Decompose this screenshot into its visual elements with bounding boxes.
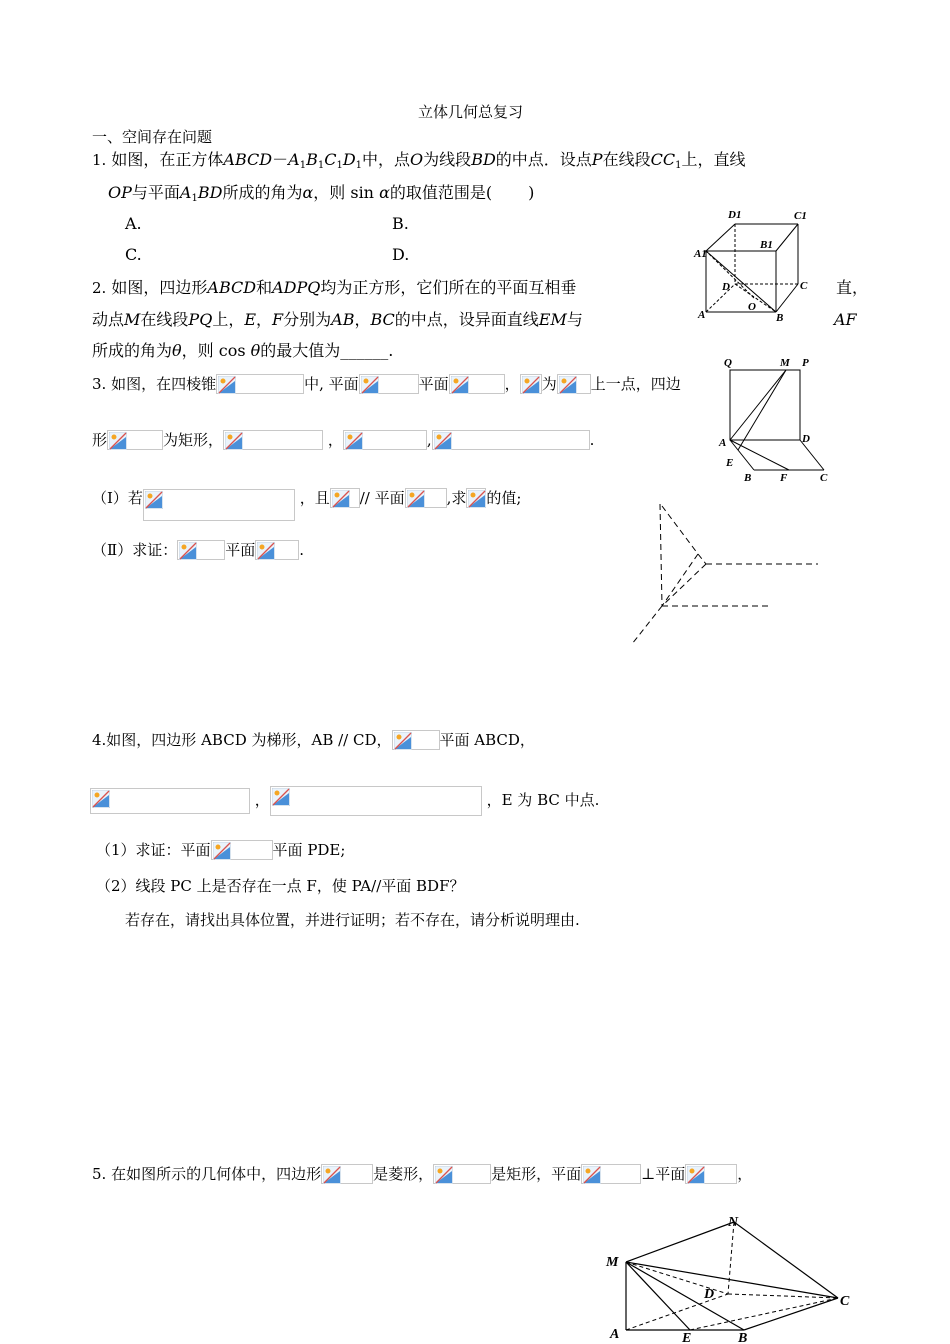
fig5-label: D (704, 1287, 715, 1302)
fig5-label: C (840, 1294, 850, 1309)
q2-line2: 动点M在线段PQ上，E，F分别为AB，BC的中点，设异面直线EM与 (92, 310, 583, 329)
fig2-label: Q (724, 357, 732, 369)
fig1-label: C1 (794, 210, 807, 222)
q3-part1: （Ⅰ）若 ，且 // 平面 ,求 的值; (92, 488, 521, 521)
q1-line2: OP与平面$A_1BD$所成的角为α，则 sin α的取值范围是( ) (108, 183, 535, 204)
fig2-label: M (780, 357, 790, 369)
formula-image (270, 786, 482, 816)
fig5-label: M (606, 1255, 619, 1270)
q1-option-c: C. (125, 245, 142, 264)
formula-image (255, 540, 299, 560)
q2-line1: 2. 如图，四边形ABCD和ADPQ均为正方形，它们所在的平面互相垂 (92, 278, 577, 297)
formula-image (581, 1164, 641, 1184)
fig1-label: A (698, 309, 706, 321)
q1-option-d: D. (392, 245, 410, 264)
formula-image (405, 488, 447, 508)
fig2-label: A (719, 437, 727, 449)
formula-image (392, 730, 440, 750)
q5-line1: 5. 在如图所示的几何体中，四边形 是菱形， 是矩形，平面 ⊥平面 ， (92, 1165, 753, 1183)
formula-image (223, 430, 323, 450)
q1-line1: 1. 如图，在正方体$ABCD-A_1B_1C_1D_1$中，点O为线段BD的中点．设点P在线段$CC_1$上，直线 (92, 150, 746, 171)
square-figure (716, 352, 840, 484)
formula-image (321, 1164, 373, 1184)
q3-part2: （Ⅱ）求证： 平面 . (92, 541, 304, 559)
formula-image (216, 374, 304, 394)
formula-image (143, 489, 295, 521)
formula-image (685, 1164, 737, 1184)
fig1-label: A1 (694, 248, 707, 260)
q4-part1: （1）求证：平面 平面 PDE; (96, 841, 346, 859)
formula-image (433, 1164, 491, 1184)
fig5-label: A (610, 1327, 620, 1342)
section-heading: 一、空间存在问题 (92, 128, 213, 146)
fig1-label: C (800, 280, 808, 292)
formula-image (211, 840, 273, 860)
formula-image (432, 430, 590, 450)
formula-image (520, 374, 542, 394)
q2-line2-end: AF (834, 310, 857, 329)
q1-option-a: A. (125, 214, 142, 233)
formula-image (557, 374, 591, 394)
fig5-label: B (738, 1331, 748, 1344)
q4-part2-detail: 若存在，请找出具体位置，并进行证明；若不存在，请分析说明理由. (125, 911, 580, 929)
formula-image (466, 488, 486, 508)
q2-line1-end: 直， (836, 278, 869, 297)
formula-image (90, 788, 250, 814)
fig5-label: N (728, 1215, 739, 1230)
fig1-label: B1 (760, 239, 773, 251)
q1-option-b: B. (392, 214, 409, 233)
q2-line3: 所成的角为θ，则 cos θ的最大值为______. (92, 341, 394, 360)
q3-line1: 3. 如图，在四棱锥 中, 平面 平面 ， 为 上一点，四边 (92, 375, 681, 393)
q4-line2: ， ，E 为 BC 中点. (90, 786, 599, 816)
cube-figure (692, 204, 814, 324)
q4-line1: 4.如图，四边形 ABCD 为梯形，AB // CD， 平面 ABCD， (92, 731, 535, 749)
fig2-label: C (820, 472, 828, 484)
formula-image (177, 540, 225, 560)
fig1-label: D (722, 281, 730, 293)
dashed-figure (628, 498, 824, 648)
formula-image (449, 374, 505, 394)
fig1-label: B (776, 312, 784, 324)
fig2-label: B (744, 472, 752, 484)
solid-figure (600, 1210, 870, 1344)
q4-part2: （2）线段 PC 上是否存在一点 F，使 PA//平面 BDF？ (96, 877, 465, 895)
fig2-label: F (780, 472, 788, 484)
fig1-label: O (748, 301, 756, 313)
q3-line2: 形 为矩形， ， , . (92, 431, 595, 449)
formula-image (107, 430, 163, 450)
page-title: 立体几何总复习 (418, 103, 524, 121)
fig5-label: E (682, 1331, 692, 1344)
fig2-label: E (726, 457, 734, 469)
formula-image (330, 488, 360, 508)
fig1-label: D1 (728, 209, 742, 221)
formula-image (343, 430, 427, 450)
formula-image (359, 374, 419, 394)
fig2-label: P (802, 357, 809, 369)
fig2-label: D (802, 433, 810, 445)
